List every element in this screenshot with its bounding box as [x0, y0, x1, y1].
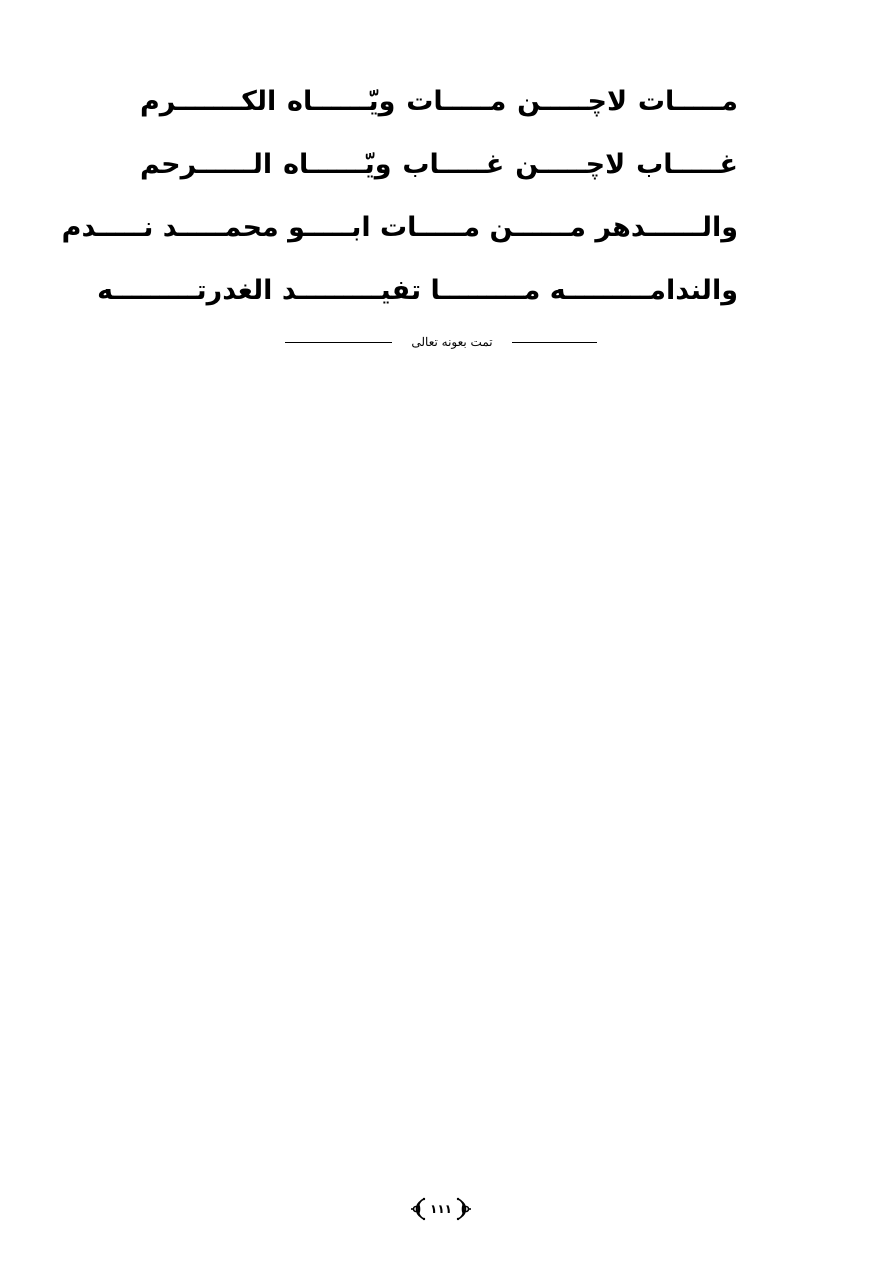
page-number-text: ١١١	[430, 1202, 452, 1216]
colophon-rule-left	[285, 342, 392, 343]
colophon	[285, 330, 597, 354]
page-number	[410, 1196, 472, 1222]
verse-line: مـــــات لاچـــــن مـــــات ويّــــــاه الكـــــــرم	[140, 86, 738, 117]
colophon-text: تمت بعونه تعالى	[411, 335, 493, 349]
verse-line: والندامـــــــــه مـــــــــا تفيـــــــــد الغدرتـــــــــه	[97, 275, 738, 306]
verse-line: والــــــدهر مــــــن مـــــات ابـــــو محمـــــد نـــــدم	[61, 212, 738, 243]
colophon-rule-right	[512, 342, 597, 343]
poem	[61, 70, 738, 322]
verse-line: غـــــاب لاچـــــن غـــــاب ويّــــــاه الــــــرحم	[140, 149, 738, 180]
